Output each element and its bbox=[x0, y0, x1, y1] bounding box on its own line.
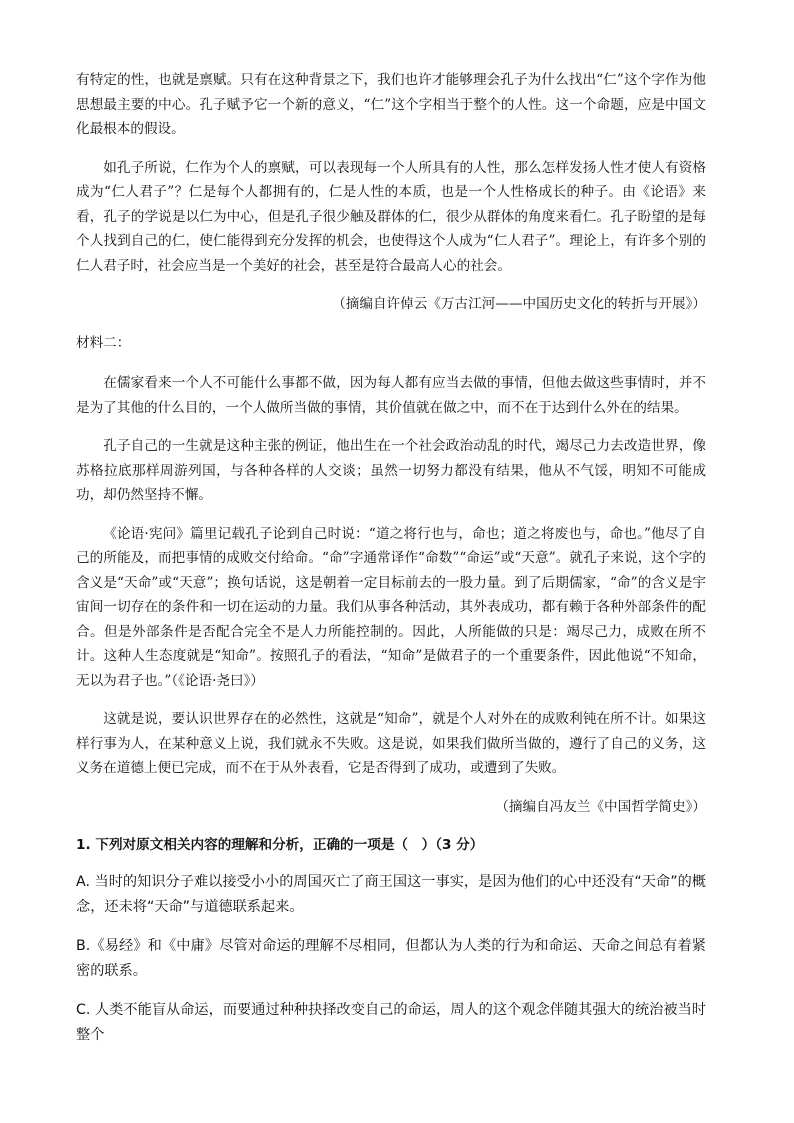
answer-option-a: A. 当时的知识分子难以接受小小的周国灭亡了商王国这一事实，是因为他们的心中还没有“天命”的概念，还未将“天命”与道德联系起来。 bbox=[76, 873, 706, 915]
answer-option-b: B.《易经》和《中庸》尽管对命运的理解不尽相同，但都认为人类的行为和命运、天命之间总有着紧密的联系。 bbox=[76, 937, 706, 979]
body-paragraph: 这就是说，要认识世界存在的必然性，这就是“知命”，就是个人对外在的成败利钝在所不计。如果这样行事为人，在某种意义上说，我们就永不失败。这是说，如果我们做所当做的，遵行了自己的义务，这义务在道德上便已完成，而不在于从外表看，它是否得到了成功，或遭到了失败。 bbox=[76, 711, 706, 776]
body-paragraph: 有特定的性，也就是禀赋。只有在这种背景之下，我们也许才能够理会孔子为什么找出“仁”这个字作为他思想最主要的中心。孔子赋予它一个新的意义，“仁”这个字相当于整个的人性。这一个命题，应是中国文化最根本的假设。 bbox=[76, 72, 706, 137]
source-citation: （摘编自许倬云《万古江河——中国历史文化的转折与开展》） bbox=[332, 296, 706, 312]
answer-option-c: C. 人类不能盲从命运，而要通过种种抉择改变自己的命运，周人的这个观念伴随其强大的统治被当时整个 bbox=[76, 1001, 706, 1043]
material-label: 材料二： bbox=[76, 334, 131, 351]
body-paragraph: 在儒家看来一个人不可能什么事都不做，因为每人都有应当去做的事情，但他去做这些事情时，并不是为了其他的什么目的，一个人做所当做的事情，其价值就在做之中，而不在于达到什么外在的结果。 bbox=[76, 375, 706, 416]
source-citation: （摘编自冯友兰《中国哲学简史》） bbox=[495, 798, 706, 815]
question-stem: 1. 下列对原文相关内容的理解和分析，正确的一项是（ ）（3 分） bbox=[76, 837, 484, 853]
body-paragraph: 《论语·宪问》篇里记载孔子论到自己时说：“道之将行也与，命也；道之将废也与，命也。”他尽了自己的所能及，而把事情的成败交付给命。“命”字通常译作“命数”“命运”或“天意”。就孔子来说，这个字的含义是“天命”或“天意”；换句话说，这是朝着一定目标前去的一股力量。到了后期儒家，“命”的含义是宇宙间一切存在的条件和一切在运动的力量。我们从事各种活动，其外表成功，都有赖于各种外部条件的配合。但是外部条件是否配合完全不是人力所能控制的。因此，人所能做的只是：竭尽己力，成败在所不计。这种人生态度就是“知命”。按照孔子的看法，“知命”是做君子的一个重要条件，因此他说“不知命，无以为君子也。”（《论语·尧曰》） bbox=[76, 525, 706, 689]
body-paragraph: 孔子自己的一生就是这种主张的例证，他出生在一个社会政治动乱的时代，竭尽己力去改造世界，像苏格拉底那样周游列国，与各种各样的人交谈；虽然一切努力都没有结果，他从不气馁，明知不可能成功，却仍然坚持不懈。 bbox=[76, 438, 706, 503]
body-paragraph: 如孔子所说，仁作为个人的禀赋，可以表现每一个人所具有的人性，那么怎样发扬人性才使人有资格成为“仁人君子”？仁是每个人都拥有的，仁是人性的本质，也是一个人性格成长的种子。由《论语》来看，孔子的学说是以仁为中心，但是孔子很少触及群体的仁，很少从群体的角度来看仁。孔子盼望的是每个人找到自己的仁，使仁能得到充分发挥的机会，也使得这个人成为“仁人君子”。理论上，有许多个别的仁人君子时，社会应当是一个美好的社会，甚至是符合最高人心的社会。 bbox=[76, 159, 706, 274]
